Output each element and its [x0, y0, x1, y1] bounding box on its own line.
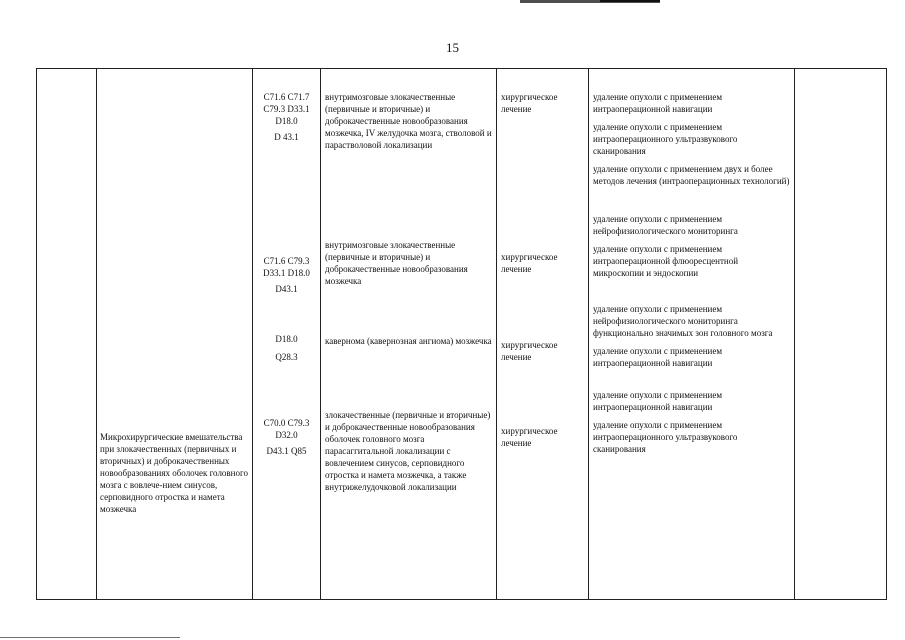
code-line: C71.6 C79.3 [263, 256, 310, 266]
patient-model-cell [321, 69, 497, 600]
patient-model: внутримозговые злокачественные (первичные и вторичные) и доброкачественные новообразования мозжечка [325, 240, 468, 286]
treatment-type: хирургическое лечение [501, 252, 558, 274]
col-number-cell [37, 69, 97, 600]
treatment-type: хирургическое лечение [501, 92, 558, 114]
method-item: удаление опухоли с применением интраоперационного ультразвукового сканирования [593, 122, 738, 156]
method-item: удаление опухоли с применением интраоперационной навигации [593, 346, 723, 368]
code-line: Q28.3 [275, 352, 298, 362]
method-item: удаление опухоли с применением нейрофизиологического мониторинга [593, 214, 738, 236]
codes-cell [253, 69, 321, 600]
method-item: удаление опухоли с применением интраоперационной навигации [593, 92, 723, 114]
method-item: удаление опухоли с применением интраоперационной навигации [593, 390, 723, 412]
method-item: удаление опухоли с применением двух и более методов лечения (интраоперационных технологий) [593, 164, 790, 186]
procedures-table [36, 68, 887, 600]
code-line: D32.0 [275, 430, 298, 440]
group-name-cell [97, 69, 253, 600]
code-line: C70.0 C79.3 [263, 418, 310, 428]
method-item: удаление опухоли с применением интраоперационной флюоресцентной микроскопии и эндоскопии [593, 244, 739, 278]
page-number: 15 [446, 40, 459, 55]
code-line: D18.0 [275, 334, 298, 344]
treatment-cell [497, 69, 589, 600]
treatment-type: хирургическое лечение [501, 426, 558, 448]
tariff-cell [795, 69, 887, 600]
scan-artifact-top-dark [600, 0, 660, 2]
methods-cell [589, 69, 795, 600]
treatment-type: хирургическое лечение [501, 340, 558, 362]
code-line: D33.1 D18.0 [263, 268, 310, 278]
scan-artifact-bottom [0, 637, 180, 638]
code-line: D18.0 [275, 116, 298, 126]
patient-model: злокачественные (первичные и вторичные) и доброкачественные новообразования оболочек головного мозга парасаггитальной локализации с вовлечением синусов, серповидного отростка и намета мозжечка, а также внутрижелудочковой локализации [325, 410, 491, 492]
code-line: C79.3 D33.1 [263, 104, 310, 114]
patient-model: кавернома (кавернозная ангиома) мозжечка [325, 336, 492, 346]
code-line: D43.1 Q85 [266, 446, 307, 456]
group-name: Микрохирургические вмешательства при злокачественных (первичных и вторичных) и доброкачественных новообразованиях оболочек головного мозга с вовлече-нием синусов, серповидного отростка и намета мозжечка [100, 432, 248, 514]
code-line: C71.6 C71.7 [263, 92, 310, 102]
patient-model: внутримозговые злокачественные (первичные и вторичные) и доброкачественные новообразования мозжечка, IV желудочка мозга, стволовой и парастволовой локализации [325, 92, 492, 150]
method-item: удаление опухоли с применением нейрофизиологического мониторинга функционально значимых зон головного мозга [593, 304, 773, 338]
code-line: D43.1 [275, 284, 298, 294]
method-item: удаление опухоли с применением интраоперационного ультразвукового сканирования [593, 420, 738, 454]
code-line: D 43.1 [274, 132, 299, 142]
table-row [37, 69, 887, 600]
